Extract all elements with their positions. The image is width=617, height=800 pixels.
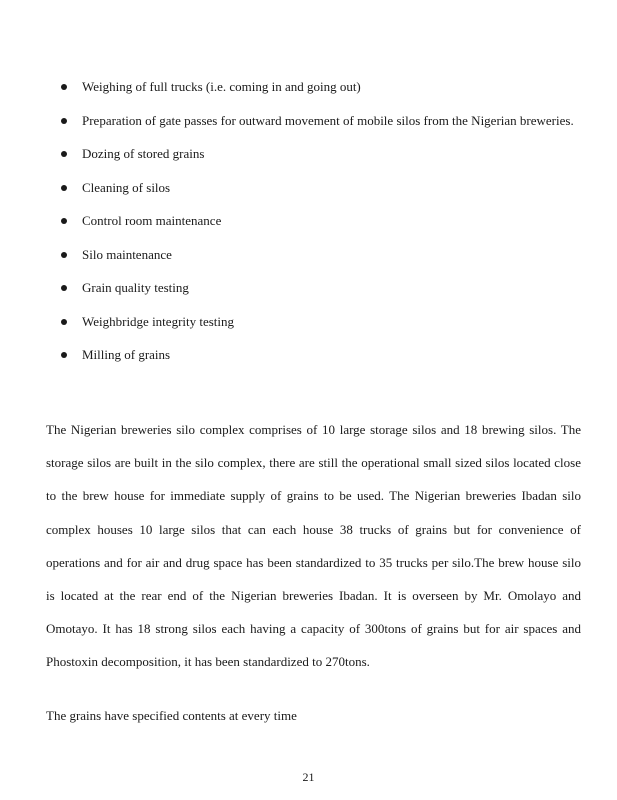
body-paragraph: The Nigerian breweries silo complex comprises of 10 large storage silos and 18 brewing silos. The storage silos are built in the silo complex, there are still the operational small sized silos located close to the brew house for immediate supply of grains to be used. The Nigerian breweries Ibadan silo complex houses 10 large silos that can each house 38 trucks of grains but for convenience of operations and for air and drug space has been standardized to 35 trucks per silo.The brew house silo is located at the rear end of the Nigerian breweries Ibadan. It is overseen by Mr. Omolayo and Omotayo. It has 18 strong silos each having a capacity of 300tons of grains but for air spaces and Phostoxin decomposition, it has been standardized to 270tons. [46, 422, 581, 670]
bullet-icon [61, 185, 67, 191]
page-number: 21 [302, 770, 315, 784]
task-bullet-list [60, 70, 580, 372]
closing-sentence: The grains have specified contents at every time [46, 708, 297, 723]
list-item [60, 305, 580, 339]
list-item [60, 171, 580, 205]
bullet-icon [61, 218, 67, 224]
list-item [60, 338, 580, 372]
list-item [60, 238, 580, 272]
list-item [60, 104, 580, 138]
list-item-text: Cleaning of silos [82, 179, 171, 195]
bullet-icon [61, 319, 67, 325]
bullet-icon [61, 151, 67, 157]
list-item-text: Milling of grains [82, 347, 171, 362]
bullet-icon [61, 252, 67, 258]
list-item-text: Grain quality testing [82, 280, 189, 295]
list-item [60, 204, 580, 238]
list-item [60, 70, 580, 104]
bullet-icon [61, 352, 67, 358]
list-item-text: Dozing of stored grains [82, 146, 205, 161]
list-item [60, 271, 580, 305]
list-item-text: Weighbridge integrity testing [82, 313, 235, 329]
list-item-text: Weighing of full trucks (i.e. coming in and going out) [82, 79, 361, 94]
list-item-text: Preparation of gate passes for outward movement of mobile silos from the Nigerian breweries. [82, 112, 574, 128]
bullet-icon [61, 118, 67, 124]
list-item-text: Silo maintenance [82, 246, 172, 262]
bullet-icon [61, 285, 67, 291]
bullet-icon [61, 84, 67, 90]
list-item-text: Control room maintenance [82, 213, 222, 228]
list-item [60, 137, 580, 171]
